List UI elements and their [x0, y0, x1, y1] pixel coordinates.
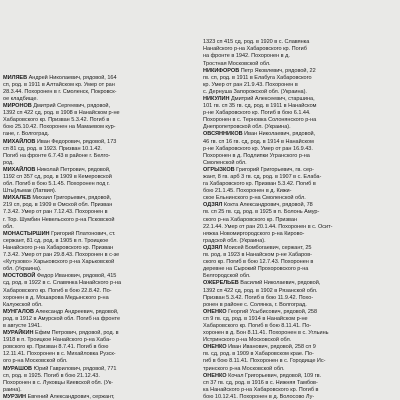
- entry-line: «Кутузово» Харьковского р-на Харьковской: [3, 259, 115, 266]
- entry-surname: ОНЕНКО: [203, 372, 227, 379]
- entry-line: обл. Погиб в бою 5.1.45. Похоронен под г.: [3, 181, 110, 188]
- entry-line: 28.3.44. Похоронен в г. Смоленск, Покровск-: [3, 88, 117, 95]
- entry-line: ОНЕНКО Георгий Усыбисович, рядовой, 258: [203, 308, 318, 315]
- entry-line: ронен в районе с. Солянка, г. Волгоград.: [203, 301, 307, 308]
- entry-line: ого р-на Московской обл.: [3, 358, 68, 365]
- entry-line: бою 21.1.45. Похоронен в д. Кижи-: [203, 188, 292, 195]
- entry-line: бою 10.12.41. Похоронен в д. Волосово Лу-: [203, 393, 315, 400]
- entry-line: ского р-на Хабаровского кр. Призван: [203, 216, 297, 223]
- entry-surname: МИЛЯЕВ: [3, 74, 28, 81]
- entry-line: на фронте в 1942. Похоронен в д.: [203, 53, 290, 60]
- entry-line: ОДЗЯЛ Моисей Бомбогаевич, сержант, 25: [203, 244, 312, 251]
- entry-surname: НИКИФОРОВ: [203, 67, 240, 74]
- entry-line: сп 37 гв. сд, род. в 1916 в с. Нижняя Тамбов-: [203, 379, 318, 386]
- text-column-right: [203, 0, 397, 400]
- entry-line: г. Тор. Шумбин Невельского р-на Псковской: [3, 216, 115, 223]
- entry-line: гв. сп, род. в 1911 в Елабуга Хабаровского: [203, 74, 312, 81]
- entry-line: сп 9 гв. сд, род. в 1914 в Нанайском р-не: [203, 315, 308, 322]
- memorial-entry: [3, 195, 197, 230]
- entry-line: 46 гв. сп 16 гв. сд, род. в 1914 в Нанайском: [203, 138, 314, 145]
- entry-surname: МИХАЙЛОВ: [3, 166, 36, 173]
- entry-line: ОВСЯННИКОВ Иван Николаевич, рядовой,: [203, 131, 316, 138]
- entry-line: с. Дернуша Запорожской обл. (Украина).: [203, 88, 307, 95]
- memorial-entry: [3, 366, 197, 394]
- entry-surname: МУРЗИН: [3, 393, 27, 400]
- entry-line: Шты]льмак (Латвия).: [3, 188, 57, 195]
- entry-surname: МУРАШОВ: [3, 365, 33, 372]
- entry-line: Хабаровского кр. Призван 5.3.42. Погиб в: [3, 117, 110, 124]
- entry-surname: МУРАЙКИН: [3, 330, 34, 337]
- entry-line: ОНЕНКО Кочал Григорьевич, рядовой, 109 гв.: [203, 372, 322, 379]
- entry-line: 22.1.44. Умер от ран 20.1.44. Похоронен в с. Осит-: [203, 223, 333, 230]
- entry-surname: ОНЕНКО: [203, 344, 227, 351]
- entry-line: род. в 1912 в Амурской обл. Погиб на фронте: [3, 315, 121, 322]
- entry-line: няжка Новомиргородского р-на Кирово-: [203, 230, 305, 237]
- entry-line: жант, 8 гв. арб 3 гв. сд, род. в 1907 в с. Елаба-: [203, 174, 322, 180]
- entry-line: сержант, 81 сд. род. в 1905 в п. Троицкое: [3, 237, 109, 244]
- entry-line: 12.11.41. Похоронен в с. Михайловка Рузск-: [3, 351, 116, 358]
- entry-line: ровского кр. Призван 8.7.41. Погиб в бою: [3, 344, 109, 351]
- entry-surname: МИХАЛЕВ: [3, 195, 31, 202]
- entry-line: Нанайского р-на Хабаровского кр. Погиб: [203, 46, 307, 53]
- entry-line: 7.3.42. Умер от ран 29.8.43. Похоронен в с-зе: [3, 252, 120, 259]
- entry-line: МИЛЯЕВ Андрей Николаевич, рядовой, 164: [3, 74, 117, 81]
- entry-line: МОСТОВОЙ Федор Иванович, рядовой, 415: [3, 273, 117, 280]
- entry-line: род.: [3, 159, 14, 166]
- memorial-entry: [203, 131, 397, 166]
- memorial-entry: [203, 245, 397, 280]
- entry-line: 7.3.42. Умер от ран 7.12.43. Похоронен в: [3, 209, 108, 216]
- entry-line: Истринского р-на Московской обл.: [203, 337, 292, 344]
- entry-line: р-не Хабаровского кр. Умер от ран 16.9.43.: [203, 145, 313, 152]
- memorial-entry: [3, 139, 197, 167]
- entry-line: сп 81 сд, род. в 1923. Призван 10.1.42.: [3, 145, 102, 152]
- entry-line: 1392 сп 422 сд, род. в 1908 в Нанайском р-не: [3, 110, 120, 117]
- entry-line: Похоронен в д. Подлипки Угранского р-на: [203, 152, 310, 159]
- entry-line: Нанайского р-на Хабаровского кр. Призван: [3, 244, 114, 251]
- entry-line: МУРАЙКИН Ефим Петрович, рядовой, род. в: [3, 330, 119, 337]
- entry-line: хоронен в д. Бон 8.11.41. Похоронен в с. Угльинь: [203, 330, 329, 337]
- entry-line: хоронен в д. Мошарова Медынского р-на: [3, 294, 109, 301]
- entry-line: га Хабаровского кр. Призван 5.3.42. Погиб в: [203, 181, 316, 188]
- entry-line: ское Ельнинского р-на Смоленской обл.: [203, 195, 306, 202]
- entry-line: Похоронен в с. Терновка Солонянского р-на: [203, 117, 317, 124]
- entry-line: Похоронен в с. Луковцы Киевской обл. (Ук-: [3, 379, 113, 386]
- entry-surname: МУНГАЛОВ: [3, 308, 34, 315]
- entry-line: МИХАЙЛОВ Иван Федорович, рядовой, 173: [3, 138, 117, 145]
- memorial-entry: [203, 202, 397, 245]
- entry-surname: МОНАСТЫРШИН: [3, 230, 50, 237]
- column-entries: [203, 39, 397, 400]
- entry-line: тринского р-на Московской обл.: [203, 365, 285, 372]
- entry-line: ОГРЫЗКОВ Григорий Григорьевич, гв. сер-: [203, 166, 315, 173]
- entry-line: 1392 сп 422 сд, род. в 1902 в Рязанской обл.: [203, 287, 318, 294]
- memorial-entry: [203, 309, 397, 344]
- entry-surname: НИКУЛИН: [203, 95, 230, 102]
- entry-line: в августе 1941.: [3, 322, 42, 329]
- entry-line: гв. сд, род. в 1909 в Хабаровском крае. По-: [203, 351, 314, 358]
- entry-line: Хабаровского кр. Погиб в бою 8.11.41. По-: [203, 322, 312, 329]
- memorial-entry: [203, 344, 397, 372]
- entry-line: Призван 5.3.42. Погиб в бою 11.9.42. Похо-: [203, 294, 314, 301]
- entry-line: ка Нанайского р-на Хабаровского кр. Погиб в: [203, 386, 319, 393]
- entry-line: МИХАЙЛОВ Николай Петрович, рядовой,: [3, 166, 111, 173]
- entry-line: гане, г. Волгоград.: [3, 131, 50, 138]
- entry-surname: ОВСЯННИКОВ: [203, 131, 243, 138]
- entry-line: Днепропетровской обл. (Украина).: [203, 124, 291, 131]
- memorial-entry: [3, 167, 197, 195]
- memorial-entry: [3, 103, 197, 138]
- memorial-entry: [203, 68, 397, 96]
- memorial-entry: [3, 309, 197, 330]
- entry-line: 1323 сп 415 сд, род. в 1920 в с. Славянка: [203, 39, 310, 46]
- column-entries: [3, 75, 197, 400]
- memorial-entry: [203, 39, 397, 67]
- entry-line: МУРЗИН Евгений Александрович, сержант,: [3, 393, 115, 400]
- memorial-entry: [203, 373, 397, 400]
- memorial-entry: [3, 273, 197, 308]
- memorial-entry: [3, 330, 197, 365]
- entry-line: сп, род. в 1925. Погиб в бою 21.12.43.: [3, 372, 100, 379]
- entry-line: Погиб на фронте 6.7.43 в районе г. Белго-: [3, 152, 111, 159]
- entry-line: Калужской обл.: [3, 301, 43, 308]
- entry-line: МИХАЛЕВ Михаил Григорьевич, рядовой,: [3, 195, 112, 202]
- entry-line: деревне на Сырокий Прохоровского р-на: [203, 266, 309, 273]
- entry-line: МУНГАЛОВ Александр Андреевич, рядовой,: [3, 308, 119, 315]
- entry-line: 219 сп, род. в 1909 в Омской обл. Призван: [3, 202, 113, 209]
- memorial-entry: [203, 96, 397, 131]
- entry-surname: ОНЕНКО: [203, 308, 227, 315]
- entry-line: раина).: [3, 386, 22, 393]
- entry-line: Тростная Московской обл.: [203, 60, 271, 67]
- entry-surname: МИРОНОВ: [3, 103, 32, 110]
- entry-line: гв. род. в 1923 в Нанайском р-не Хабаров-: [203, 252, 312, 259]
- entry-line: сд, род. в 1922 в с. Славянка Нанайского р-на: [3, 280, 122, 287]
- entry-line: НИКУЛИН Дмитрий Алексеевич, старшина,: [203, 95, 315, 102]
- text-column-left: [3, 0, 197, 400]
- entry-line: ОНЕНКО Иван Иванович, рядовой, 258 сп 9: [203, 344, 316, 351]
- entry-line: градской обл. (Украина).: [203, 237, 266, 244]
- entry-line: МИРОНОВ Дмитрий Сергеевич, рядовой,: [3, 103, 110, 110]
- entry-line: Хабаровского кр. Погиб в бою 22.8.42. По-: [3, 287, 112, 294]
- entry-line: 101 гв. сп 35 гв. сд, род. в 1911 в Нанайском: [203, 103, 317, 110]
- entry-surname: ОДЗЯЛ: [203, 202, 223, 209]
- entry-line: гиб в бою 8.11.41. Похоронен в с. Городище Ис-: [203, 358, 326, 365]
- memorial-entry: [3, 231, 197, 274]
- entry-line: 1192 сп 357 сд, род. в 1909 в Кемеровской: [3, 174, 112, 180]
- entry-line: гв. сп 25 гв. сд, род. в 1925 в п. Болонь Амур-: [203, 209, 320, 216]
- entry-surname: ОГРЫЗКОВ: [203, 166, 235, 173]
- entry-line: ОЖЕРЕЛЬЕВ Василий Николаевич, рядовой,: [203, 280, 321, 287]
- entry-line: 1918 в п. Троицкое Нанайского р-на Хаба-: [3, 337, 111, 344]
- entry-line: сп, род. в 1911 в Алтайском кр. Умер от ран: [3, 81, 115, 88]
- entry-line: обл. (Украина).: [3, 266, 42, 273]
- entry-line: Белгородской обл.: [203, 273, 251, 280]
- entry-line: обл.: [3, 223, 14, 230]
- entry-line: ОДЗЯЛ Кокта Александрович, рядовой, 78: [203, 202, 313, 209]
- entry-line: ое кладбище.: [3, 95, 38, 102]
- entry-line: МУРАШОВ Юрий Гаврилович, рядовой, 771: [3, 365, 117, 372]
- entry-line: МОНАСТЫРШИН Григорий Платонович, ст.: [3, 230, 116, 237]
- entry-line: бою 25.10.42. Похоронен на Мамаевом кур-: [3, 124, 116, 131]
- entry-line: НИКИФОРОВ Петр Яковлевич, рядовой, 22: [203, 67, 316, 74]
- memorial-entry: [203, 280, 397, 308]
- entry-surname: ОДЗЯЛ: [203, 244, 223, 251]
- entry-surname: МОСТОВОЙ: [3, 273, 36, 280]
- memorial-entry: [3, 394, 197, 400]
- entry-surname: МИХАЙЛОВ: [3, 138, 36, 145]
- memorial-entry: [203, 167, 397, 202]
- entry-line: Смоленской обл.: [203, 159, 247, 166]
- entry-surname: ОЖЕРЕЛЬЕВ: [203, 280, 239, 287]
- entry-line: ского кр. Погиб в бою 12.7.43. Похоронен в: [203, 259, 314, 266]
- memorial-entry: [3, 75, 197, 103]
- entry-line: р-не Хабаровского кр. Погиб в бою 6.1.44.: [203, 110, 311, 117]
- entry-line: кр. Умер от ран 21.9.43. Похоронен в: [203, 81, 298, 88]
